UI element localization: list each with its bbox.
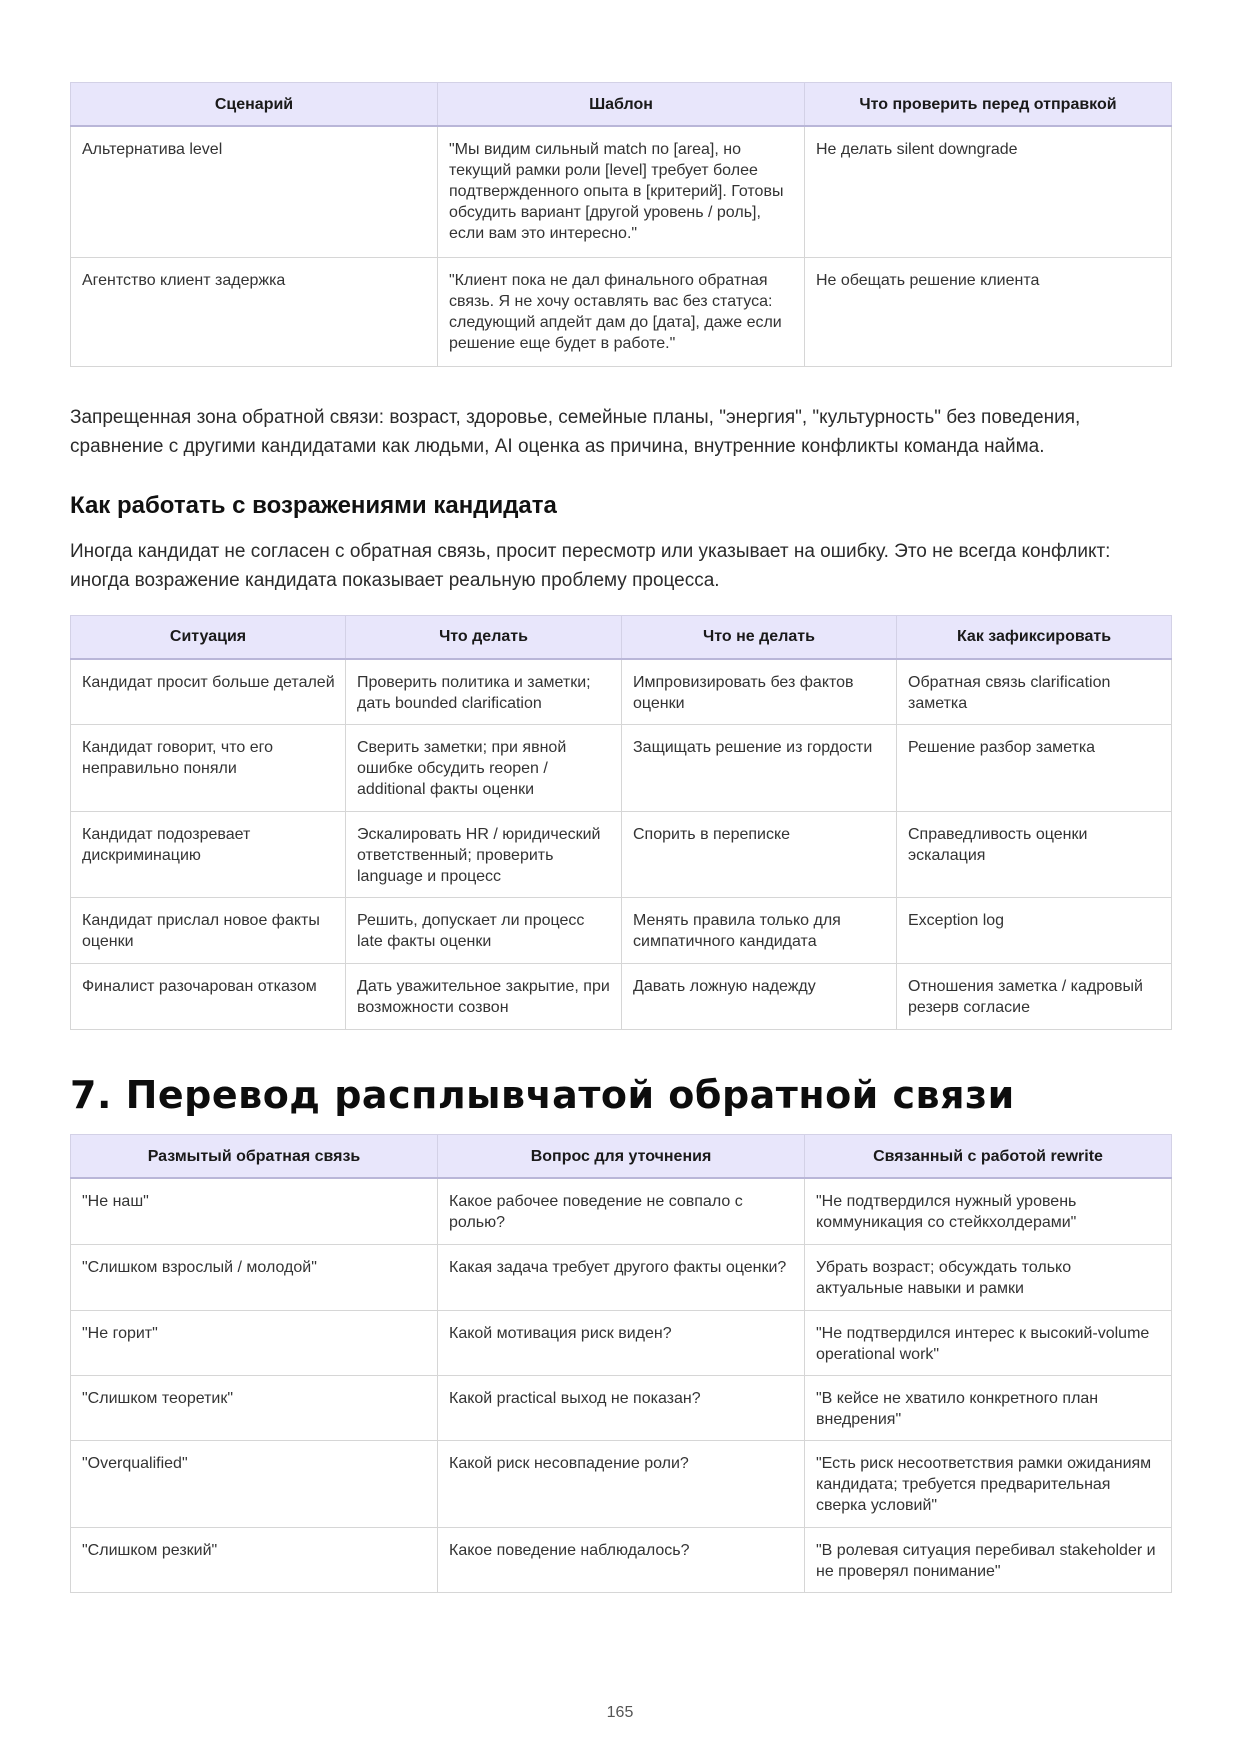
table-cell: Дать уважительное закрытие, при возможности созвон <box>346 964 622 1030</box>
table-row <box>71 898 1172 964</box>
table-cell: Спорить в переписке <box>622 812 897 898</box>
section-subheading: Как работать с возражениями кандидата <box>70 491 557 519</box>
table-header-row <box>71 1135 1172 1179</box>
table-cell: "Не подтвердился нужный уровень коммуникация со стейкхолдерами" <box>805 1178 1172 1244</box>
table-cell: Давать ложную надежду <box>622 964 897 1030</box>
section-7-heading: 7. Перевод расплывчатой обратной связи <box>70 1073 1015 1117</box>
table-row <box>71 725 1172 812</box>
table-row <box>71 126 1172 257</box>
column-header: Сценарий <box>71 83 438 127</box>
table-cell: Решение разбор заметка <box>897 725 1172 812</box>
table-cell: Защищать решение из гордости <box>622 725 897 812</box>
table-cell: "Слишком взрослый / молодой" <box>71 1244 438 1310</box>
table-cell: Обратная связь clarification заметка <box>897 659 1172 725</box>
table-cell: Менять правила только для симпатичного кандидата <box>622 898 897 964</box>
table-header-row <box>71 83 1172 127</box>
table-cell: Кандидат подозревает дискриминацию <box>71 812 346 898</box>
table-row <box>71 812 1172 898</box>
column-header: Что делать <box>346 615 622 659</box>
table-cell: Эскалировать HR / юридический ответственный; проверить language и процесс <box>346 812 622 898</box>
forbidden-zone-paragraph: Запрещенная зона обратной связи: возраст, здоровье, семейные планы, "энергия", "культурность" без поведения, сравнение с другими кандидатами как людьми, AI оценка as причина, внутренние конфликты команда найма. <box>70 406 1081 457</box>
table-cell: "В ролевая ситуация перебивал stakeholder и не проверял понимание" <box>805 1527 1172 1592</box>
table-cell: Кандидат просит больше деталей <box>71 659 346 725</box>
table-cell: Агентство клиент задержка <box>71 257 438 366</box>
objections-intro: Иногда кандидат не согласен с обратная связь, просит пересмотр или указывает на ошибку. Это не всегда конфликт: иногда возражение кандидата показывает реальную проблему процесса. <box>70 540 1111 591</box>
table-cell: Не обещать решение клиента <box>805 257 1172 366</box>
table-cell: Справедливость оценки эскалация <box>897 812 1172 898</box>
table-row <box>71 1440 1172 1527</box>
table-cell: Какой practical выход не показан? <box>438 1375 805 1440</box>
column-header: Шаблон <box>438 83 805 127</box>
table-row <box>71 1310 1172 1375</box>
table-cell: Решить, допускает ли процесс late факты оценки <box>346 898 622 964</box>
column-header: Как зафиксировать <box>897 615 1172 659</box>
table-cell: "Есть риск несоответствия рамки ожиданиям кандидата; требуется предварительная сверка условий" <box>805 1440 1172 1527</box>
table-cell: Сверить заметки; при явной ошибке обсудить reopen / additional факты оценки <box>346 725 622 812</box>
vague-feedback-table <box>70 1134 1172 1593</box>
page-number: 165 <box>606 1704 634 1721</box>
table-cell: Какая задача требует другого факты оценки? <box>438 1244 805 1310</box>
table-cell: "Не наш" <box>71 1178 438 1244</box>
table-row <box>71 257 1172 366</box>
column-header: Ситуация <box>71 615 346 659</box>
table-cell: Импровизировать без фактов оценки <box>622 659 897 725</box>
table-cell: Отношения заметка / кадровый резерв согласие <box>897 964 1172 1030</box>
column-header: Связанный с работой rewrite <box>805 1135 1172 1179</box>
table-cell: "Не подтвердился интерес к высокий-volume operational work" <box>805 1310 1172 1375</box>
page-content <box>70 82 1171 1593</box>
table-cell: Не делать silent downgrade <box>805 126 1172 257</box>
table-cell: Какой риск несовпадение роли? <box>438 1440 805 1527</box>
table-cell: "Слишком резкий" <box>71 1527 438 1592</box>
table-row <box>71 1178 1172 1244</box>
table-cell: "В кейсе не хватило конкретного план внедрения" <box>805 1375 1172 1440</box>
column-header: Вопрос для уточнения <box>438 1135 805 1179</box>
table-cell: Exception log <box>897 898 1172 964</box>
table-row <box>71 1527 1172 1592</box>
scenario-template-table <box>70 82 1172 367</box>
table-cell: Какой мотивация риск виден? <box>438 1310 805 1375</box>
table-cell: Какое рабочее поведение не совпало с ролью? <box>438 1178 805 1244</box>
table-header-row <box>71 615 1172 659</box>
table-cell: Убрать возраст; обсуждать только актуальные навыки и рамки <box>805 1244 1172 1310</box>
column-header: Что проверить перед отправкой <box>805 83 1172 127</box>
objections-table <box>70 615 1172 1031</box>
table-cell: "Слишком теоретик" <box>71 1375 438 1440</box>
column-header: Что не делать <box>622 615 897 659</box>
table-cell: Какое поведение наблюдалось? <box>438 1527 805 1592</box>
table-row <box>71 659 1172 725</box>
table-cell: Финалист разочарован отказом <box>71 964 346 1030</box>
table-cell: "Overqualified" <box>71 1440 438 1527</box>
table-row <box>71 1375 1172 1440</box>
column-header: Размытый обратная связь <box>71 1135 438 1179</box>
table-row <box>71 1244 1172 1310</box>
table-row <box>71 964 1172 1030</box>
table-cell: Кандидат говорит, что его неправильно поняли <box>71 725 346 812</box>
table-cell: Альтернатива level <box>71 126 438 257</box>
table-cell: Кандидат прислал новое факты оценки <box>71 898 346 964</box>
table-cell: Проверить политика и заметки; дать bounded clarification <box>346 659 622 725</box>
table-cell: "Не горит" <box>71 1310 438 1375</box>
table-cell: "Клиент пока не дал финального обратная связь. Я не хочу оставлять вас без статуса: следующий апдейт дам до [дата], даже если решение еще будет в работе." <box>438 257 805 366</box>
table-cell: "Мы видим сильный match по [area], но текущий рамки роли [level] требует более подтвержденного опыта в [критерий]. Готовы обсудить вариант [другой уровень / роль], если вам это интересно." <box>438 126 805 257</box>
